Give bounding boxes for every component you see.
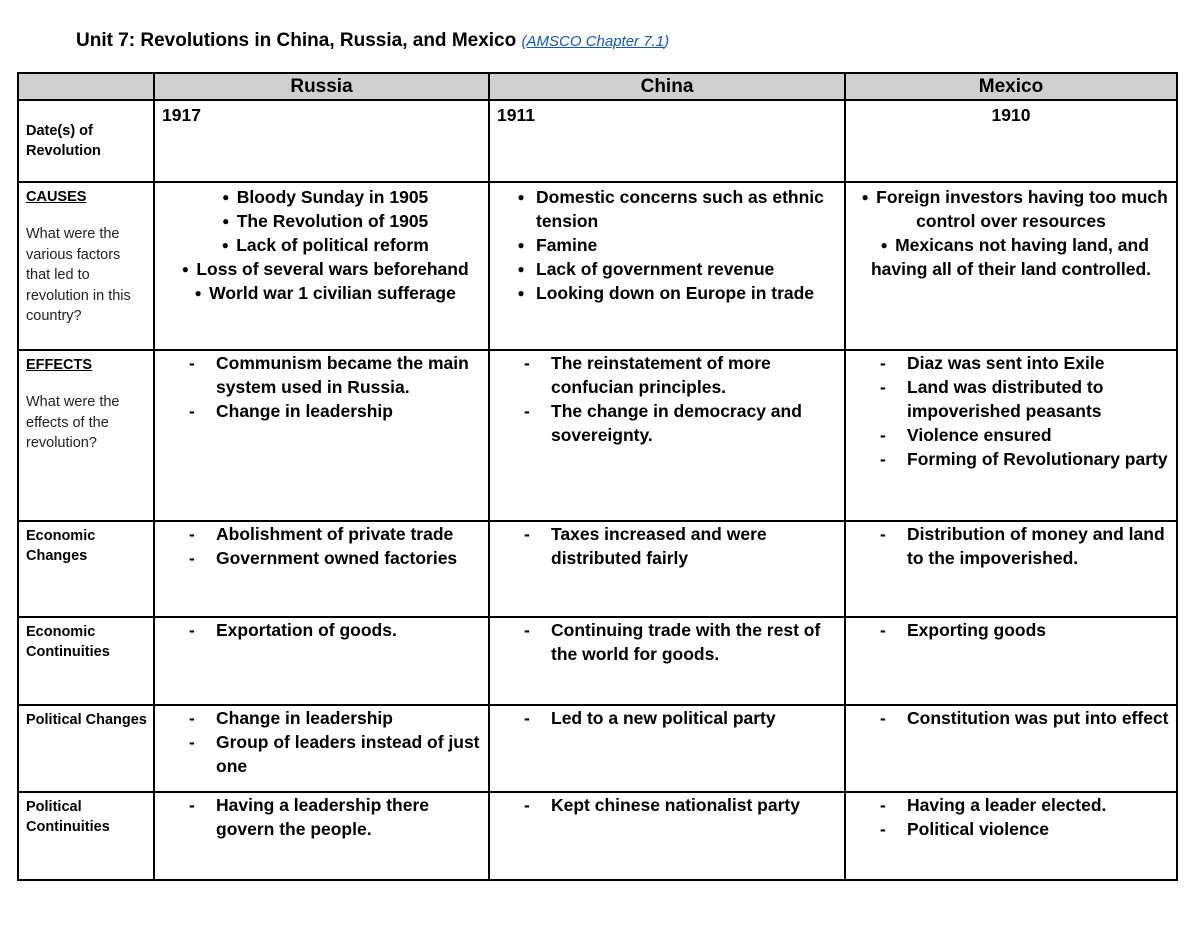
row-effects: [18, 350, 1177, 521]
column-header-russia: Russia: [154, 73, 489, 100]
comparison-table: [17, 72, 1178, 881]
list-item: [155, 546, 488, 570]
dash-marker: -: [524, 401, 530, 421]
list-item: [490, 351, 844, 399]
list-item: [155, 399, 488, 423]
china-effects: [489, 350, 845, 521]
list-item: [846, 423, 1176, 447]
list-item-text: Looking down on Europe in trade: [536, 283, 815, 303]
list-item-text: Change in leadership: [216, 708, 393, 728]
row-label-political-changes: Political Changes: [18, 705, 154, 792]
list-item: [490, 793, 844, 817]
bullet-marker: ●: [861, 190, 869, 204]
effects-question: What were the effects of the revolution?: [26, 394, 120, 451]
row-political-changes: [18, 705, 1177, 792]
list-item: [852, 233, 1170, 281]
causes-heading: CAUSES: [26, 189, 87, 205]
effects-heading: EFFECTS: [26, 357, 93, 373]
mexico-effects: [845, 350, 1177, 521]
row-label-political-continuities: Political Continuities: [18, 792, 154, 880]
list-item-text: Group of leaders instead of just one: [216, 732, 480, 776]
list-item-text: Having a leader elected.: [907, 795, 1107, 815]
list-item-text: Domestic concerns such as ethnic tension: [536, 187, 824, 231]
column-header-china: China: [489, 73, 845, 100]
china-date: 1911: [489, 100, 845, 182]
list-item: [161, 281, 482, 305]
title-text: Unit 7: Revolutions in China, Russia, and Mexico: [76, 30, 517, 51]
list-item-text: Exportation of goods.: [216, 620, 397, 640]
list-item: [846, 817, 1176, 841]
list-item-text: Taxes increased and were distributed fairly: [551, 524, 767, 568]
russia-economic-continuities: [154, 617, 489, 705]
list-item: [846, 706, 1176, 730]
dash-marker: -: [189, 401, 195, 421]
bullet-marker: ●: [517, 190, 525, 204]
list-item: [155, 351, 488, 399]
list-item-text: Foreign investors having too much control over resources: [876, 187, 1168, 231]
bullet-marker: ●: [194, 286, 202, 300]
list-item-text: Violence ensured: [907, 425, 1052, 445]
list-item-text: Communism became the main system used in Russia.: [216, 353, 469, 397]
bullet-marker: ●: [880, 238, 888, 252]
mexico-political-continuities: [845, 792, 1177, 880]
list-item: [490, 706, 844, 730]
bullet-marker: ●: [222, 214, 230, 228]
list-item-text: Government owned factories: [216, 548, 458, 568]
list-item-text: Diaz was sent into Exile: [907, 353, 1105, 373]
list-item-text: World war 1 civilian sufferage: [209, 283, 456, 303]
list-item: [155, 706, 488, 730]
column-header-mexico: Mexico: [845, 73, 1177, 100]
dash-marker: -: [880, 620, 886, 640]
causes-question: What were the various factors that led to revolution in this country?: [26, 226, 131, 324]
row-political-continuities: [18, 792, 1177, 880]
list-item-text: Exporting goods: [907, 620, 1047, 640]
bullet-marker: ●: [517, 286, 525, 300]
dash-marker: -: [880, 449, 886, 469]
dash-marker: -: [189, 732, 195, 752]
row-label-dates: Date(s) of Revolution: [18, 100, 154, 182]
mexico-economic-continuities: [845, 617, 1177, 705]
dash-marker: -: [880, 819, 886, 839]
dash-marker: -: [189, 708, 195, 728]
list-item: [490, 522, 844, 570]
row-label-effects: [18, 350, 154, 521]
bullet-marker: ●: [517, 238, 525, 252]
amsco-chapter-link[interactable]: AMSCO Chapter 7.1: [526, 33, 665, 50]
bullet-marker: ●: [221, 238, 229, 252]
dash-marker: -: [880, 524, 886, 544]
list-item-text: Land was distributed to impoverished peasants: [907, 377, 1104, 421]
china-economic-continuities: [489, 617, 845, 705]
list-item: [155, 522, 488, 546]
list-item: [496, 281, 838, 305]
china-political-changes: [489, 705, 845, 792]
list-item: [490, 618, 844, 666]
list-item: [846, 618, 1176, 642]
dash-marker: -: [189, 795, 195, 815]
list-item: [161, 209, 482, 233]
list-item-text: Political violence: [907, 819, 1049, 839]
dash-marker: -: [524, 524, 530, 544]
list-item: [490, 399, 844, 447]
russia-political-changes: [154, 705, 489, 792]
row-label-causes: [18, 182, 154, 350]
dash-marker: -: [524, 620, 530, 640]
row-dates: [18, 100, 1177, 182]
mexico-political-changes: [845, 705, 1177, 792]
list-item: [496, 257, 838, 281]
list-item: [155, 730, 488, 778]
russia-causes: [154, 182, 489, 350]
list-item: [155, 793, 488, 841]
mexico-causes: [845, 182, 1177, 350]
page-title: [76, 30, 669, 52]
dash-marker: -: [524, 353, 530, 373]
list-item: [161, 233, 482, 257]
list-item-text: Having a leadership there govern the people.: [216, 795, 429, 839]
list-item-text: Distribution of money and land to the impoverished.: [907, 524, 1165, 568]
china-causes: [489, 182, 845, 350]
list-item: [852, 185, 1170, 233]
chapter-reference: (AMSCO Chapter 7.1): [521, 33, 670, 50]
dash-marker: -: [880, 795, 886, 815]
dash-marker: -: [524, 795, 530, 815]
dash-marker: -: [880, 353, 886, 373]
bullet-marker: ●: [222, 190, 230, 204]
russia-date: 1917: [154, 100, 489, 182]
list-item-text: Led to a new political party: [551, 708, 776, 728]
dash-marker: -: [880, 425, 886, 445]
list-item: [846, 375, 1176, 423]
list-item: [846, 351, 1176, 375]
row-causes: [18, 182, 1177, 350]
row-economic-changes: [18, 521, 1177, 617]
list-item: [496, 185, 838, 233]
list-item-text: Kept chinese nationalist party: [551, 795, 800, 815]
dash-marker: -: [189, 548, 195, 568]
list-item-text: The Revolution of 1905: [236, 211, 429, 231]
mexico-date: 1910: [845, 100, 1177, 182]
header-blank: [18, 73, 154, 100]
list-item-text: Change in leadership: [216, 401, 393, 421]
russia-economic-changes: [154, 521, 489, 617]
dash-marker: -: [880, 377, 886, 397]
list-item-text: The reinstatement of more confucian principles.: [551, 353, 771, 397]
list-item-text: Famine: [536, 235, 598, 255]
list-item: [161, 257, 482, 281]
bullet-marker: ●: [517, 262, 525, 276]
list-item-text: Mexicans not having land, and having all of their land controlled.: [870, 235, 1152, 279]
mexico-economic-changes: [845, 521, 1177, 617]
list-item: [846, 793, 1176, 817]
row-label-economic-changes: Economic Changes: [18, 521, 154, 617]
row-economic-continuities: [18, 617, 1177, 705]
dash-marker: -: [524, 708, 530, 728]
china-economic-changes: [489, 521, 845, 617]
list-item-text: Lack of political reform: [236, 235, 429, 255]
list-item: [846, 447, 1176, 471]
dash-marker: -: [189, 353, 195, 373]
list-item-text: Bloody Sunday in 1905: [236, 187, 429, 207]
list-item-text: Forming of Revolutionary party: [907, 449, 1168, 469]
list-item-text: Loss of several wars beforehand: [196, 259, 469, 279]
list-item: [155, 618, 488, 642]
row-label-economic-continuities: Economic Continuities: [18, 617, 154, 705]
list-item-text: Constitution was put into effect: [907, 708, 1169, 728]
dash-marker: -: [880, 708, 886, 728]
bullet-marker: ●: [181, 262, 189, 276]
list-item-text: The change in democracy and sovereignty.: [551, 401, 802, 445]
russia-political-continuities: [154, 792, 489, 880]
header-row: [18, 73, 1177, 100]
russia-effects: [154, 350, 489, 521]
list-item-text: Continuing trade with the rest of the world for goods.: [551, 620, 821, 664]
list-item-text: Abolishment of private trade: [216, 524, 454, 544]
list-item: [496, 233, 838, 257]
dash-marker: -: [189, 620, 195, 640]
china-political-continuities: [489, 792, 845, 880]
list-item-text: Lack of government revenue: [536, 259, 775, 279]
list-item: [161, 185, 482, 209]
dash-marker: -: [189, 524, 195, 544]
list-item: [846, 522, 1176, 570]
